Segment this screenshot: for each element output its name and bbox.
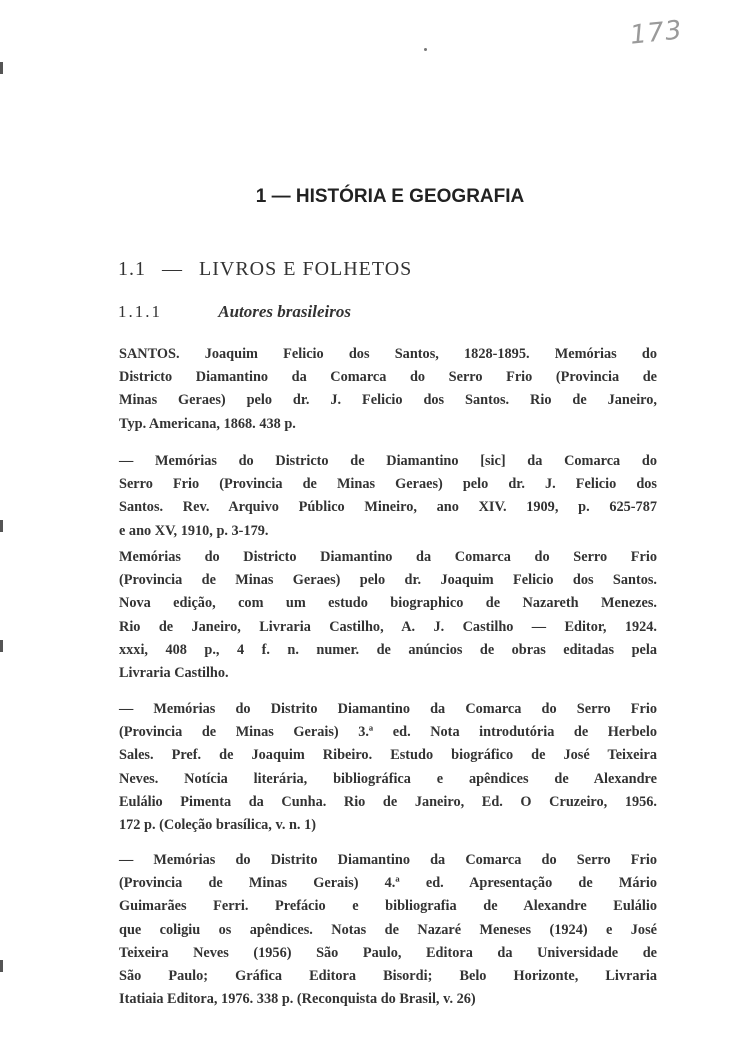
section-dash: —: [162, 258, 183, 280]
bibliography-entry: [119, 546, 657, 685]
entry-line: Serro Frio (Provincia de Minas Geraes) pelo dr. J. Felicio dos: [119, 476, 657, 493]
bibliography-entry: [119, 849, 657, 1011]
entry-line: — Memórias do Districto de Diamantino [sic] da Comarca do: [119, 453, 657, 469]
entry-line: (Provincia de Minas Gerais) 3.ª ed. Nota introdutória de Herbelo: [119, 724, 657, 741]
entry-line: SANTOS. Joaquim Felicio dos Santos, 1828-1895. Memórias do: [119, 346, 657, 362]
entry-line: Eulálio Pimenta da Cunha. Rio de Janeiro, Ed. O Cruzeiro, 1956.: [119, 793, 657, 810]
scan-edge-mark: [0, 520, 3, 532]
entry-line: Santos. Rev. Arquivo Público Mineiro, ano XIV. 1909, p. 625-787: [119, 499, 657, 516]
entry-line: São Paulo; Gráfica Editora Bisordi; Belo Horizonte, Livraria: [119, 968, 657, 985]
entry-line: Minas Geraes) pelo dr. J. Felicio dos Santos. Rio de Janeiro,: [119, 392, 657, 409]
entry-line: Livraria Castilho.: [119, 665, 229, 682]
entry-line: xxxi, 408 p., 4 f. n. numer. de anúncios de obras editadas pela: [119, 641, 657, 658]
scan-edge-mark: [0, 960, 3, 972]
entry-line: Rio de Janeiro, Livraria Castilho, A. J. Castilho — Editor, 1924.: [119, 618, 657, 635]
entry-line: Memórias do Districto Diamantino da Comarca do Serro Frio: [119, 549, 657, 565]
entry-line: (Provincia de Minas Geraes) pelo dr. Joaquim Felicio dos Santos.: [119, 572, 657, 589]
bibliography-entry: [119, 450, 657, 543]
entry-line: e ano XV, 1910, p. 3-179.: [119, 522, 269, 539]
subsection-heading: [118, 302, 351, 322]
scan-edge-mark: [0, 640, 3, 652]
entry-line: Guimarães Ferri. Prefácio e bibliografia de Alexandre Eulálio: [119, 898, 657, 915]
subsection-title: Autores brasileiros: [218, 302, 351, 321]
scan-edge-mark: [0, 62, 3, 74]
section-number: 1.1: [118, 258, 146, 280]
entry-line: Typ. Americana, 1868. 438 p.: [119, 415, 296, 432]
section-heading: [118, 258, 412, 281]
subsection-number: 1.1.1: [118, 302, 162, 321]
bibliography-entry: [119, 343, 657, 436]
entry-line: — Memórias do Distrito Diamantino da Comarca do Serro Frio: [119, 852, 657, 868]
handwritten-page-number: 173: [628, 15, 685, 51]
entry-line: Teixeira Neves (1956) São Paulo, Editora da Universidade de: [119, 944, 657, 961]
scan-speck: [424, 48, 427, 51]
chapter-title: 1 — HISTÓRIA E GEOGRAFIA: [255, 186, 525, 207]
entry-line: Nova edição, com um estudo biographico de Nazareth Menezes.: [119, 595, 657, 612]
entry-line: — Memórias do Distrito Diamantino da Comarca do Serro Frio: [119, 701, 657, 717]
entry-line: Itatiaia Editora, 1976. 338 p. (Reconquista do Brasil, v. 26): [119, 991, 476, 1008]
entry-line: Districto Diamantino da Comarca do Serro Frio (Provincia de: [119, 369, 657, 386]
section-title: LIVROS E FOLHETOS: [199, 258, 413, 280]
entry-line: Neves. Notícia literária, bibliográfica e apêndices de Alexandre: [119, 770, 657, 787]
bibliography-entry: [119, 698, 657, 837]
entry-line: (Provincia de Minas Gerais) 4.ª ed. Apresentação de Mário: [119, 875, 657, 892]
entry-line: que coligiu os apêndices. Notas de Nazaré Meneses (1924) e José: [119, 921, 657, 938]
entry-line: 172 p. (Coleção brasílica, v. n. 1): [119, 817, 316, 834]
entry-line: Sales. Pref. de Joaquim Ribeiro. Estudo biográfico de José Teixeira: [119, 747, 657, 764]
